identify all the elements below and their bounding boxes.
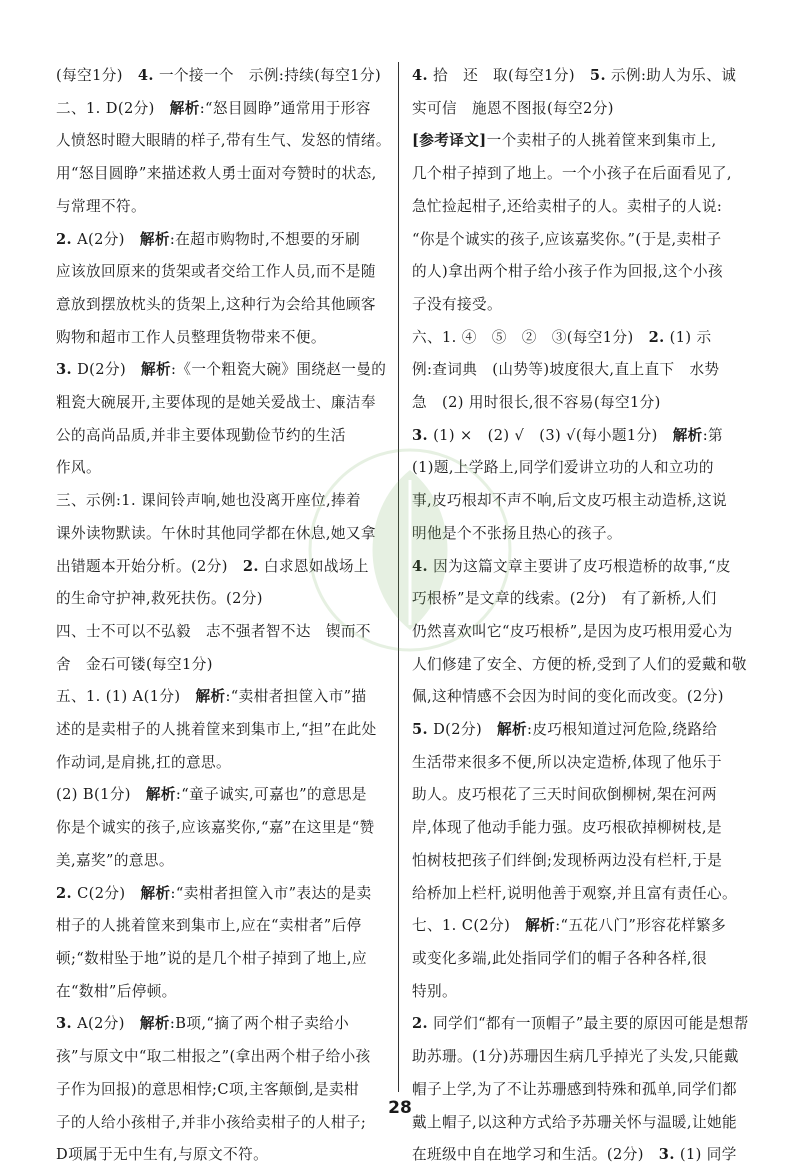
text-line: 粗瓷大碗展开,主要体现的是她关爱战士、廉洁奉 bbox=[56, 394, 376, 412]
text-line: D项属于无中生有,与原文不符。 bbox=[56, 1146, 269, 1164]
bold-label: 2. bbox=[648, 328, 665, 346]
text-line: 或变化多端,此处指同学们的帽子各种各样,很 bbox=[412, 949, 707, 967]
bold-label: 4. bbox=[412, 557, 429, 575]
text-line: 帽子上学,为了不让苏珊感到特殊和孤单,同学们都 bbox=[412, 1080, 737, 1098]
text-line: 五、1. (1) A(1分) 解析:“卖柑者担筐入市”描 bbox=[56, 688, 367, 706]
text-line: 实可信 施恩不图报(每空2分) bbox=[412, 99, 614, 117]
text-line: 作动词,是肩挑,扛的意思。 bbox=[56, 753, 232, 771]
bold-label: 2. bbox=[56, 230, 73, 248]
text-line: (1)题,上学路上,同学们爱讲立功的人和立功的 bbox=[412, 459, 714, 477]
text-line: 事,皮巧根却不声不响,后文皮巧根主动造桥,这说 bbox=[412, 492, 727, 510]
text-line: 六、1. ④ ⑤ ② ③(每空1分) 2. (1) 示 bbox=[412, 328, 712, 346]
text-line: 2. 同学们“都有一顶帽子”最主要的原因可能是想帮 bbox=[412, 1015, 749, 1033]
text-line: 戴上帽子,以这种方式给予苏珊关怀与温暖,让她能 bbox=[412, 1113, 737, 1131]
bold-label: 解析 bbox=[672, 426, 703, 444]
text-line: 助人。皮巧根花了三天时间砍倒柳树,架在河两 bbox=[412, 786, 717, 804]
bold-label: 解析 bbox=[195, 688, 226, 706]
bold-label: 2. bbox=[242, 557, 259, 575]
text-line: “你是个诚实的孩子,应该嘉奖你。”(于是,卖柑子 bbox=[412, 230, 722, 248]
text-line: 美,嘉奖”的意思。 bbox=[56, 851, 174, 869]
bold-label: 3. bbox=[56, 1015, 73, 1033]
text-line: 舍 金石可镂(每空1分) bbox=[56, 655, 213, 673]
text-line: 2. C(2分) 解析:“卖柑者担筐入市”表达的是卖 bbox=[56, 884, 372, 902]
text-line: 几个柑子掉到了地上。一个小孩子在后面看见了, bbox=[412, 165, 732, 183]
text-line: 你是个诚实的孩子,应该嘉奖你,“嘉”在这里是“赞 bbox=[56, 819, 375, 837]
text-line: 4. 因为这篇文章主要讲了皮巧根造桥的故事,“皮 bbox=[412, 557, 731, 575]
text-line: 出错题本开始分析。(2分) 2. 白求恩如战场上 bbox=[56, 557, 369, 575]
text-line: 2. A(2分) 解析:在超市购物时,不想要的牙刷 bbox=[56, 230, 361, 248]
bold-label: 解析 bbox=[141, 361, 172, 379]
text-line: 急 (2) 用时很长,很不容易(每空1分) bbox=[412, 394, 661, 412]
text-line: 在“数柑”后停顿。 bbox=[56, 982, 177, 1000]
page-number: 28 bbox=[388, 1098, 412, 1118]
text-line: 作风。 bbox=[56, 459, 101, 477]
text-line: 二、1. D(2分) 解析:“怒目圆睁”通常用于形容 bbox=[56, 99, 371, 117]
text-line: 柑子的人挑着筐来到集市上,应在“卖柑者”后停 bbox=[56, 917, 362, 935]
text-line: 特别。 bbox=[412, 982, 457, 1000]
text-line: 急忙捡起柑子,还给卖柑子的人。卖柑子的人说: bbox=[412, 197, 723, 215]
bold-label: 解析 bbox=[145, 786, 176, 804]
bold-label: 解析 bbox=[139, 230, 170, 248]
text-line: 子的人给小孩柑子,并非小孩给卖柑子的人柑子; bbox=[56, 1113, 367, 1131]
bold-label: 2. bbox=[56, 884, 73, 902]
bold-label: 解析 bbox=[525, 917, 556, 935]
text-line: 佩,这种情感不会因为时间的变化而改变。(2分) bbox=[412, 688, 724, 706]
text-line: 3. (1) × (2) √ (3) √(每小题1分) 解析:第 bbox=[412, 426, 723, 444]
text-line: 子作为回报)的意思相悖;C项,主客颠倒,是卖柑 bbox=[56, 1080, 359, 1098]
text-line: 公的高尚品质,并非主要体现勤俭节约的生活 bbox=[56, 426, 346, 444]
text-line: 的生命守护神,救死扶伤。(2分) bbox=[56, 590, 263, 608]
text-line: 人愤怒时瞪大眼睛的样子,带有生气、发怒的情绪。 bbox=[56, 132, 391, 150]
text-line: 在班级中自在地学习和生活。(2分) 3. (1) 同学 bbox=[412, 1146, 737, 1164]
bold-label: 4. bbox=[137, 67, 154, 84]
text-line: 明他是个不张扬且热心的孩子。 bbox=[412, 524, 622, 542]
text-line: 购物和超市工作人员整理货物带来不便。 bbox=[56, 328, 326, 346]
text-line: 巧根桥”是文章的线索。(2分) 有了新桥,人们 bbox=[412, 590, 717, 608]
text-line: 给桥加上栏杆,说明他善于观察,并且富有责任心。 bbox=[412, 884, 737, 902]
text-line: 助苏珊。(1分)苏珊因生病几乎掉光了头发,只能戴 bbox=[412, 1048, 739, 1066]
text-line: 4. 拾 还 取(每空1分) 5. 示例:助人为乐、诚 bbox=[412, 67, 737, 84]
text-line: (每空1分) 4. 一个接一个 示例:持续(每空1分) bbox=[56, 67, 382, 84]
text-line: 3. A(2分) 解析:B项,“摘了两个柑子卖给小 bbox=[56, 1015, 350, 1033]
text-line: 与常理不符。 bbox=[56, 197, 146, 215]
text-line: 顿;“数柑坠于地”说的是几个柑子掉到了地上,应 bbox=[56, 949, 367, 967]
text-line: 生活带来很多不便,所以决定造桥,体现了他乐于 bbox=[412, 753, 722, 771]
text-line: 怕树枝把孩子们绊倒;发现桥两边没有栏杆,于是 bbox=[412, 851, 723, 869]
text-line: 例:查词典 (山势等)坡度很大,直上直下 水势 bbox=[412, 361, 720, 379]
text-line: 意放到摆放枕头的货架上,这种行为会给其他顾客 bbox=[56, 295, 376, 313]
text-line: 七、1. C(2分) 解析:“五花八门”形容花样繁多 bbox=[412, 917, 727, 935]
text-line: (2) B(1分) 解析:“童子诚实,可嘉也”的意思是 bbox=[56, 786, 367, 804]
text-line: [参考译文]一个卖柑子的人挑着筐来到集市上, bbox=[412, 132, 717, 150]
text-line: 三、示例:1. 课间铃声响,她也没离开座位,捧着 bbox=[56, 492, 362, 510]
text-line: 子没有接受。 bbox=[412, 295, 502, 313]
bold-label: 4. bbox=[412, 67, 429, 84]
bold-label: 2. bbox=[412, 1015, 429, 1033]
bold-label: 3. bbox=[412, 426, 429, 444]
text-line: 人们修建了安全、方便的桥,受到了人们的爱戴和敬 bbox=[412, 655, 747, 673]
text-line: 课外读物默读。午休时其他同学都在休息,她又拿 bbox=[56, 524, 376, 542]
text-line: 述的是卖柑子的人挑着筐来到集市上,“担”在此处 bbox=[56, 721, 377, 739]
bold-label: 3. bbox=[56, 361, 73, 379]
bold-label: 解析 bbox=[140, 884, 171, 902]
text-line: 的人)拿出两个柑子给小孩子作为回报,这个小孩 bbox=[412, 263, 724, 281]
text-line: 岸,体现了他动手能力强。皮巧根砍掉柳树枝,是 bbox=[412, 819, 722, 837]
text-line: 用“怒目圆睁”来描述救人勇士面对夸赞时的状态, bbox=[56, 165, 377, 183]
left-column bbox=[56, 60, 406, 1172]
column-divider bbox=[398, 62, 399, 1092]
bold-label: 3. bbox=[658, 1146, 675, 1164]
bold-label: 解析 bbox=[169, 99, 200, 117]
text-line: 5. D(2分) 解析:皮巧根知道过河危险,绕路给 bbox=[412, 721, 718, 739]
bold-label: 5. bbox=[412, 721, 429, 739]
bold-label: 解析 bbox=[139, 1015, 170, 1033]
bold-label: 5. bbox=[589, 67, 606, 84]
text-line: 3. D(2分) 解析:《一个粗瓷大碗》围绕赵一曼的 bbox=[56, 361, 387, 379]
bold-label: 解析 bbox=[497, 721, 528, 739]
text-line: 四、士不可以不弘毅 志不强者智不达 锲而不 bbox=[56, 622, 371, 640]
bold-label: [参考译文] bbox=[412, 132, 487, 150]
text-line: 仍然喜欢叫它“皮巧根桥”,是因为皮巧根用爱心为 bbox=[412, 622, 733, 640]
text-line: 应该放回原来的货架或者交给工作人员,而不是随 bbox=[56, 263, 376, 281]
text-line: 孩”与原文中“取二柑报之”(拿出两个柑子给小孩 bbox=[56, 1048, 371, 1066]
right-column bbox=[412, 60, 762, 1172]
